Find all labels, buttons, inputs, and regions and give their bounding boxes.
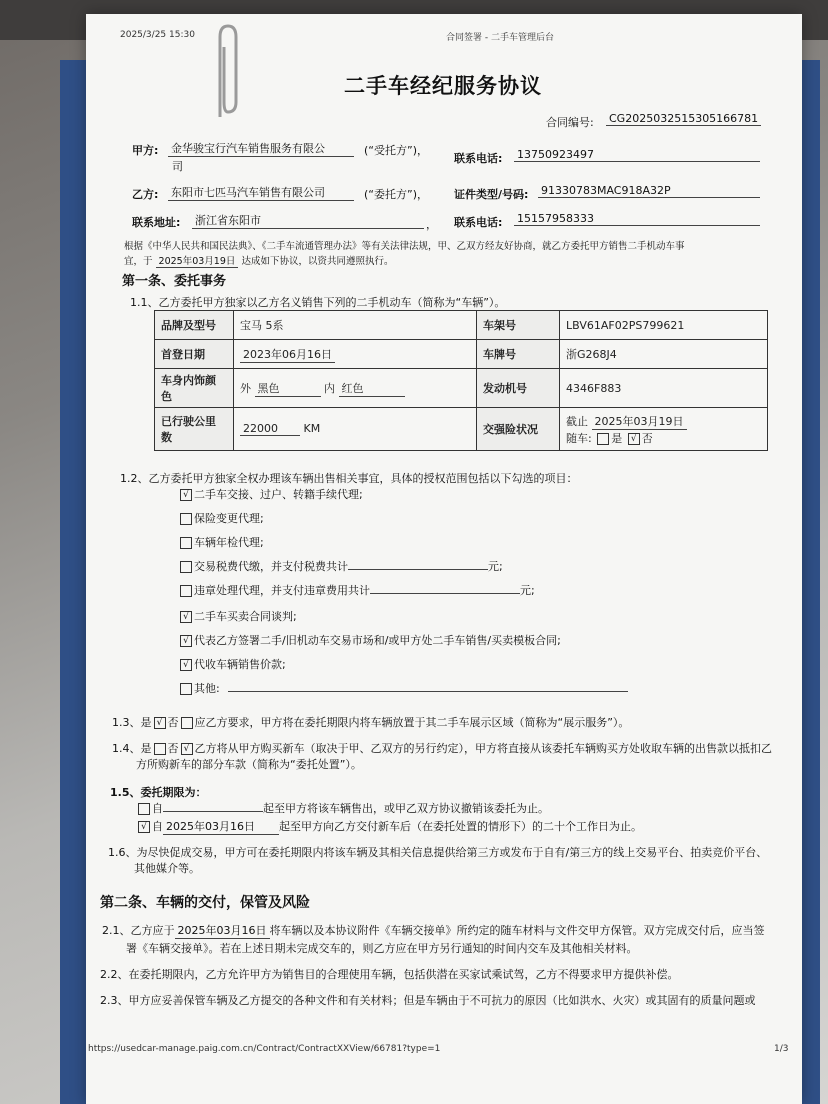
term-a-post: 起至甲方将该车辆售出，或甲乙双方协议撤销该委托为止。: [263, 802, 549, 815]
option-6[interactable]: [178, 608, 297, 624]
option-checkbox[interactable]: √: [180, 635, 192, 647]
c13-yes-checkbox[interactable]: √: [154, 717, 166, 729]
preamble-date: 2025年03月19日: [156, 253, 239, 268]
term-a-date-blank[interactable]: [163, 811, 263, 812]
preamble-line2: [124, 253, 393, 268]
option-checkbox[interactable]: [180, 561, 192, 573]
c14-yes-checkbox[interactable]: [154, 743, 166, 755]
party-a-name: 金华骏宝行汽车销售服务有限公: [168, 140, 354, 157]
no-label: 否: [641, 431, 653, 445]
party-a-phone-label: 联系电话:: [454, 152, 503, 165]
option-label: 车辆年检代理;: [194, 536, 264, 549]
brand-label: 品牌及型号: [155, 311, 234, 340]
no-checkbox[interactable]: √: [628, 433, 640, 445]
reg-label: 首登日期: [155, 340, 234, 369]
address-label: 联系地址:: [132, 216, 181, 229]
address-sep: ，: [426, 218, 437, 231]
clause-2-1: [102, 922, 765, 939]
clause-2-2: 2.2、在委托期限内，乙方允许甲方为销售目的合理使用车辆，包括供潜在买家试乘试驾，乙方不得要求甲方提供补偿。: [100, 968, 679, 981]
km-value: 22000: [240, 422, 300, 436]
option-label: 二手车买卖合同谈判;: [194, 610, 297, 623]
option-3[interactable]: [178, 534, 264, 550]
party-b-id: 91330783MAC918A32P: [538, 184, 760, 198]
km-cell: [234, 408, 477, 451]
term-option-b: [136, 818, 642, 835]
clause-2-3: 2.3、甲方应妥善保管车辆及乙方提交的各种文件和有关材料；但是车辆由于不可抗力的原因（比如洪水、火灾）或其固有的质量问题或: [100, 994, 756, 1007]
option-checkbox[interactable]: [180, 683, 192, 695]
c14-no-checkbox[interactable]: √: [181, 743, 193, 755]
tax-amount-blank[interactable]: [348, 569, 488, 570]
color-label-line2: 色: [161, 390, 172, 403]
option-checkbox[interactable]: [180, 513, 192, 525]
insurance-label: 交强险状况: [477, 408, 560, 451]
vin-label: 车架号: [477, 311, 560, 340]
insurance-line1: [566, 413, 761, 430]
insurance-date: 2025年03月19日: [592, 413, 687, 430]
km-unit: KM: [303, 422, 321, 435]
footer-page-number: 1/3: [774, 1044, 789, 1054]
option-9[interactable]: [178, 680, 628, 696]
km-label-line2: 数: [161, 431, 172, 444]
print-timestamp: 2025/3/25 15:30: [120, 30, 195, 40]
km-label: [155, 408, 234, 451]
footer-url: https://usedcar-manage.paig.com.cn/Contract/ContractXXView/66781?type=1: [88, 1044, 441, 1054]
document-title: 二手车经纪服务协议: [344, 74, 542, 98]
c13-mid: 否: [167, 716, 179, 729]
c14-post: 乙方将从甲方购买新车（取决于甲、乙双方的另行约定），甲方将直接从该委托车辆购买方处收取车辆的出售款以抵扣乙: [194, 742, 772, 755]
violation-amount-blank[interactable]: [370, 593, 520, 594]
plate-value: 浙G268J4: [560, 340, 768, 369]
term-b-post: 起至甲方向乙方交付新车后（在委托处置的情形下）的二十个工作日为止。: [279, 820, 642, 833]
option-tail: 元;: [520, 584, 535, 597]
clause-1-5: 1.5、委托期限为：: [110, 786, 207, 799]
clause-1-6-cont: 其他媒介等。: [134, 862, 200, 875]
option-checkbox[interactable]: [180, 537, 192, 549]
option-label: 代表乙方签署二手/旧机动车交易市场和/或甲方处二手车销售/买卖模板合同;: [194, 634, 561, 647]
clause-1-4-cont: 方所购新车的部分车款（简称为“委托处置”）。: [136, 758, 362, 771]
color-label: [155, 369, 234, 408]
party-b-label: 乙方:: [132, 188, 159, 201]
c13-no-checkbox[interactable]: [181, 717, 193, 729]
party-b-role: (“委托方”)，: [364, 188, 428, 201]
ext-prefix: 外: [240, 381, 251, 395]
option-label: 交易税费代缴，并支付税费共计: [194, 560, 348, 573]
option-checkbox[interactable]: [180, 585, 192, 597]
preamble-prefix: 宜，于: [124, 256, 153, 267]
address-value: 浙江省东阳市: [192, 212, 424, 229]
clause-1-4: [112, 740, 772, 756]
preamble-line1: 根据《中华人民共和国民法典》、《二手车流通管理办法》等有关法律法规，甲、乙双方经友好协商，就乙方委托甲方销售二手机动车事: [124, 241, 685, 252]
party-a-phone: 13750923497: [514, 148, 760, 162]
c14-mid: 否: [167, 742, 179, 755]
paper-clip-icon: [206, 22, 246, 122]
clause-2-1-cont: 署《车辆交接单》。若在上述日期未完成交车的，则乙方应在甲方另行通知的时间内交车及其他相关材料。: [126, 942, 638, 955]
c14-pre: 1.4、是: [112, 742, 152, 755]
term-option-a: [136, 800, 549, 816]
option-label: 其他:: [194, 682, 220, 695]
clause-1-2: 1.2、乙方委托甲方独家全权办理该车辆出售相关事宜，具体的授权范围包括以下勾选的项目：: [120, 472, 578, 485]
c13-post: 应乙方要求，甲方将在委托期限内将车辆放置于其二手车展示区域（简称为“展示服务”）。: [194, 716, 630, 729]
option-2[interactable]: [178, 510, 264, 526]
option-checkbox[interactable]: √: [180, 659, 192, 671]
party-a-label: 甲方:: [132, 144, 159, 157]
table-row: [155, 408, 768, 451]
insurance-prefix: 截止: [566, 414, 588, 428]
int-color: 红色: [339, 380, 405, 397]
plate-label: 车牌号: [477, 340, 560, 369]
option-7[interactable]: [178, 632, 561, 648]
article2-title: 第二条、车辆的交付，保管及风险: [100, 895, 310, 911]
address-phone-label: 联系电话:: [454, 216, 503, 229]
option-8[interactable]: [178, 656, 286, 672]
color-cell: [234, 369, 477, 408]
yes-label: 是: [611, 431, 623, 445]
c21-pre: 2.1、乙方应于: [102, 924, 175, 937]
print-page-title: 合同签署 - 二手车管理后台: [446, 33, 554, 43]
with-car-label: 随车:: [566, 431, 592, 445]
option-checkbox[interactable]: √: [180, 611, 192, 623]
yes-checkbox[interactable]: [597, 433, 609, 445]
option-checkbox[interactable]: √: [180, 489, 192, 501]
vehicle-table: [154, 310, 768, 451]
km-label-line1: 已行驶公里: [161, 415, 216, 428]
option-label: 保险变更代理;: [194, 512, 264, 525]
option-4[interactable]: [178, 558, 503, 574]
table-row: [155, 340, 768, 369]
clause-1-1: 1.1、乙方委托甲方独家以乙方名义销售下列的二手机动车（简称为“车辆”）。: [130, 296, 506, 309]
party-b-id-label: 证件类型/号码:: [454, 188, 529, 201]
c13-pre: 1.3、是: [112, 716, 152, 729]
contract-no: CG20250325153051667​81: [606, 112, 761, 126]
clause-1-6: 1.6、为尽快促成交易，甲方可在委托期限内将该车辆及其相关信息提供给第三方或发布于自有/第三方的线上交易平台、拍卖竞价平台、: [108, 846, 768, 859]
contract-page: [86, 14, 802, 1104]
party-a-name-cont: 司: [172, 160, 183, 173]
int-prefix: 内: [324, 381, 335, 395]
term-b-pre: 自: [152, 820, 163, 833]
reg-cell: [234, 340, 477, 369]
term-b-checkbox[interactable]: √: [138, 821, 150, 833]
article1-title: 第一条、委托事务: [122, 274, 227, 289]
term-b-date: 2025年03月16日: [163, 818, 279, 835]
party-b-name: 东阳市七匹马汽车销售有限公司: [168, 184, 354, 201]
color-label-line1: 车身内饰颜: [161, 374, 216, 387]
option-1[interactable]: [178, 486, 363, 502]
vin-value: LBV61AF02PS799621: [560, 311, 768, 340]
preamble-suffix: 达成如下协议，以资共同遵照执行。: [241, 256, 394, 267]
brand-value: 宝马 5系: [234, 311, 477, 340]
table-row: [155, 311, 768, 340]
address-phone: 15157958333: [514, 212, 760, 226]
option-label: 二手车交接、过户、转籍手续代理;: [194, 488, 363, 501]
ext-color: 黑色: [255, 380, 321, 397]
contract-no-label: 合同编号:: [546, 116, 594, 129]
term-a-checkbox[interactable]: [138, 803, 150, 815]
option-label: 违章处理代理，并支付违章费用共计: [194, 584, 370, 597]
engine-value: 4346F883: [560, 369, 768, 408]
c21-post: 将车辆以及本协议附件《车辆交接单》所约定的随车材料与文件交甲方保管。双方完成交付后，应当签: [269, 924, 765, 937]
option-label: 代收车辆销售价款;: [194, 658, 286, 671]
party-a-role: (“受托方”)，: [364, 144, 428, 157]
option-5[interactable]: [178, 582, 535, 598]
engine-label: 发动机号: [477, 369, 560, 408]
other-blank[interactable]: [228, 691, 628, 692]
c21-date: 2025年03月16日: [175, 922, 270, 939]
option-tail: 元;: [488, 560, 503, 573]
insurance-line2: [566, 430, 761, 446]
clause-1-3: [112, 714, 629, 730]
term-a-pre: 自: [152, 802, 163, 815]
insurance-cell: [560, 408, 768, 451]
reg-value: 2023年06月16日: [240, 346, 335, 363]
table-row: [155, 369, 768, 408]
